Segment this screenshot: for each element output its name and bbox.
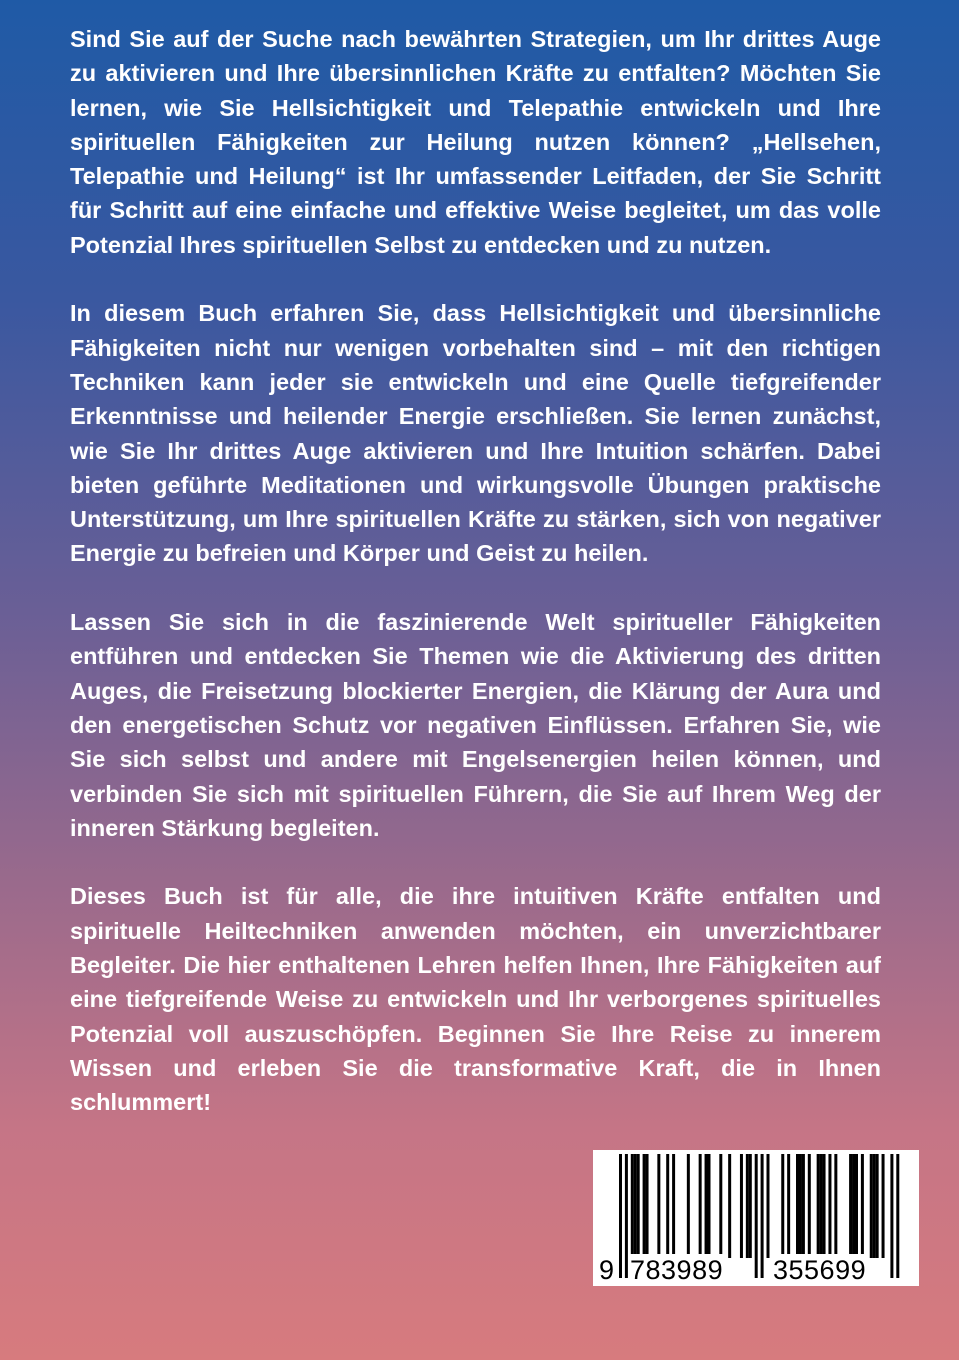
barcode-bar [802, 1154, 805, 1258]
barcode-bar [781, 1154, 784, 1258]
barcode-bar [687, 1154, 690, 1258]
barcode-bar [834, 1154, 837, 1258]
barcode-bar [631, 1154, 634, 1258]
barcode-bar [852, 1154, 855, 1258]
barcode-bar [634, 1154, 637, 1258]
barcode-bar [882, 1154, 885, 1258]
barcode-bar [817, 1154, 820, 1258]
blurb-paragraph-4: Dieses Buch ist für alle, die ihre intuitiven Kräfte entfalten und spirituelle Heiltechniken anwenden möchten, ein unverzichtbarer Begleiter. Die hier enthaltenen Lehren helfen Ihnen, Ihre Fähigkeiten auf eine tiefgreifende Weise zu entwickeln und Ihr verborgenes spirituelles Potenzial voll auszuschöpfen. Beginnen Sie Ihre Reise zu innerem Wissen und erleben Sie die transformative Kraft, die in Ihnen schlummert! [70, 883, 881, 1116]
barcode-bar [666, 1154, 669, 1258]
barcode-bar [643, 1154, 646, 1258]
barcode-bar [728, 1154, 731, 1258]
blurb-paragraph-1: Sind Sie auf der Suche nach bewährten Strategien, um Ihr drittes Auge zu aktivieren und Ihre übersinnlichen Kräfte zu entfalten? Möchten Sie lernen, wie Sie Hellsichtigkeit und Telepathie entwickeln und Ihre spirituellen Fähigkeiten zur Heilung nutzen können? „Hellsehen, Telepathie und Heilung“ ist Ihr umfassender Leitfaden, der Sie Schritt für Schritt auf eine einfache und effektive Weise begleitet, um das volle Potenzial Ihres spirituellen Selbst zu entdecken und zu nutzen. [70, 26, 881, 258]
barcode-bar [767, 1154, 770, 1258]
barcode-bar [646, 1154, 649, 1258]
barcode-bar [787, 1154, 790, 1258]
barcode-bar [876, 1154, 879, 1258]
barcode-bar [746, 1154, 749, 1258]
barcode-bar [699, 1154, 702, 1258]
barcode-bar [749, 1154, 752, 1258]
barcode-bar [708, 1154, 711, 1258]
barcode-bar [808, 1154, 811, 1258]
barcode-bar [820, 1154, 823, 1258]
barcode-bar [637, 1154, 640, 1258]
barcode-bar [657, 1154, 660, 1258]
barcode-bar [828, 1154, 831, 1258]
barcode-digits [593, 1254, 919, 1286]
barcode-bar [861, 1154, 864, 1258]
barcode-left-group: 783989 [630, 1255, 724, 1285]
blurb-paragraph-3: Lassen Sie sich in die faszinierende Welt spiritueller Fähigkeiten entführen und entdecken Sie Themen wie die Aktivierung des dritten Auges, die Freisetzung blockierter Energien, die Klärung der Aura und den energetischen Schutz vor negativen Einflüssen. Erfahren Sie, wie Sie sich selbst und andere mit Engelsenergien heilen können, und verbinden Sie sich mit spirituellen Führern, die Sie auf Ihrem Weg der inneren Stärkung begleiten. [70, 609, 881, 841]
barcode-bar [719, 1154, 722, 1258]
barcode-bar [672, 1154, 675, 1258]
barcode-bar [873, 1154, 876, 1258]
barcode-bar [796, 1154, 799, 1258]
barcode-bar [849, 1154, 852, 1258]
barcode-bar [823, 1154, 826, 1258]
blurb-text [70, 22, 881, 1154]
barcode-bar [799, 1154, 802, 1258]
barcode-bar [855, 1154, 858, 1258]
barcode-bar [740, 1154, 743, 1258]
barcode-right-group: 355699 [773, 1255, 867, 1285]
barcode-bar [705, 1154, 708, 1258]
blurb-paragraph-2: In diesem Buch erfahren Sie, dass Hellsichtigkeit und übersinnliche Fähigkeiten nicht nur wenigen vorbehalten sind – mit den richtigen Techniken kann jeder sie entwickeln und eine Quelle tiefgreifender Erkenntnisse und heilender Energie erschließen. Sie lernen zunächst, wie Sie Ihr drittes Auge aktivieren und Ihre Intuition schärfen. Dabei bieten geführte Meditationen und wirkungsvolle Übungen praktische Unterstützung, um Ihre spirituellen Kräfte zu stärken, sich von negativer Energie zu befreien und Körper und Geist zu heilen. [70, 300, 881, 567]
barcode-bar [870, 1154, 873, 1258]
barcode-first-digit: 9 [599, 1255, 615, 1285]
isbn-barcode [593, 1150, 919, 1286]
